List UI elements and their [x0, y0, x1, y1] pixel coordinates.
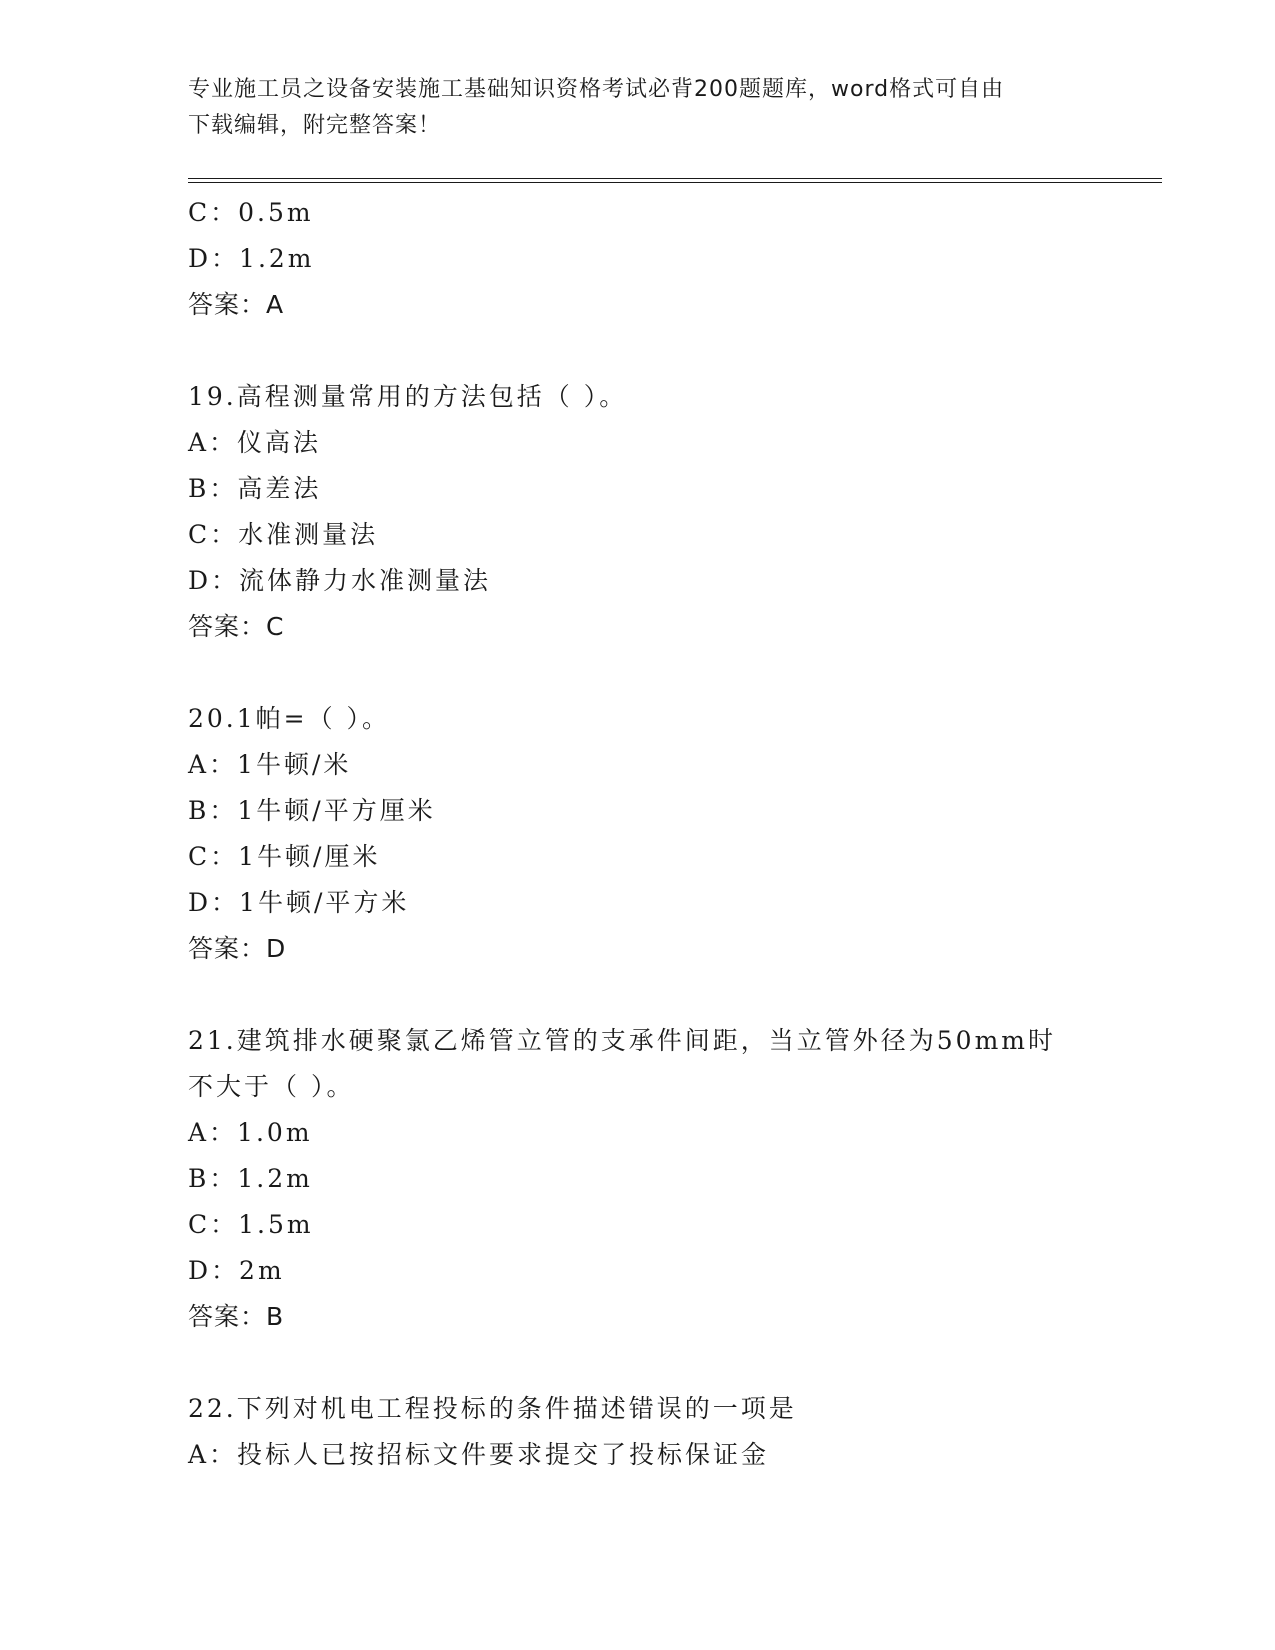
option-a: A：投标人已按招标文件要求提交了投标保证金: [188, 1440, 770, 1469]
option-b: B：高差法: [188, 474, 322, 503]
option-c: C：1牛顿/厘米: [188, 842, 381, 871]
document-header: [188, 72, 1068, 144]
question-19: [188, 374, 1088, 650]
spacer: [188, 1340, 1088, 1386]
answer: 答案：C: [188, 612, 285, 641]
question-21: [188, 1018, 1088, 1340]
option-a: A：仪高法: [188, 428, 322, 457]
option-b: B：1.2m: [188, 1164, 313, 1193]
question-22: [188, 1386, 1088, 1478]
option-d: D：流体静力水准测量法: [188, 566, 492, 595]
answer: 答案：D: [188, 934, 287, 963]
option-a: A：1.0m: [188, 1118, 313, 1147]
option-d: D：2m: [188, 1256, 285, 1285]
question-18: [188, 190, 1088, 328]
spacer: [188, 328, 1088, 374]
question-text: 22.下列对机电工程投标的条件描述错误的一项是: [188, 1394, 797, 1423]
spacer: [188, 972, 1088, 1018]
header-rule-top: [188, 178, 1162, 179]
question-text-line-2: 不大于（ ）。: [188, 1072, 355, 1101]
option-c: C：0.5m: [188, 198, 314, 227]
option-b: B：1牛顿/平方厘米: [188, 796, 436, 825]
question-text: 20.1帕=（ ）。: [188, 704, 391, 733]
option-c: C：水准测量法: [188, 520, 379, 549]
question-list: [188, 190, 1088, 1478]
option-a: A：1牛顿/米: [188, 750, 352, 779]
header-rule-bottom: [188, 182, 1162, 183]
spacer: [188, 650, 1088, 696]
option-d: D：1牛顿/平方米: [188, 888, 410, 917]
header-line-1: 专业施工员之设备安装施工基础知识资格考试必背200题题库，word格式可自由: [188, 77, 1005, 102]
answer: 答案：A: [188, 290, 285, 319]
question-text: 19.高程测量常用的方法包括（ ）。: [188, 382, 628, 411]
question-20: [188, 696, 1088, 972]
option-d: D：1.2m: [188, 244, 315, 273]
option-c: C：1.5m: [188, 1210, 314, 1239]
header-line-2: 下载编辑，附完整答案！: [188, 113, 442, 138]
question-text-line-1: 21.建筑排水硬聚氯乙烯管立管的支承件间距，当立管外径为50mm时: [188, 1026, 1056, 1055]
answer: 答案：B: [188, 1302, 285, 1331]
